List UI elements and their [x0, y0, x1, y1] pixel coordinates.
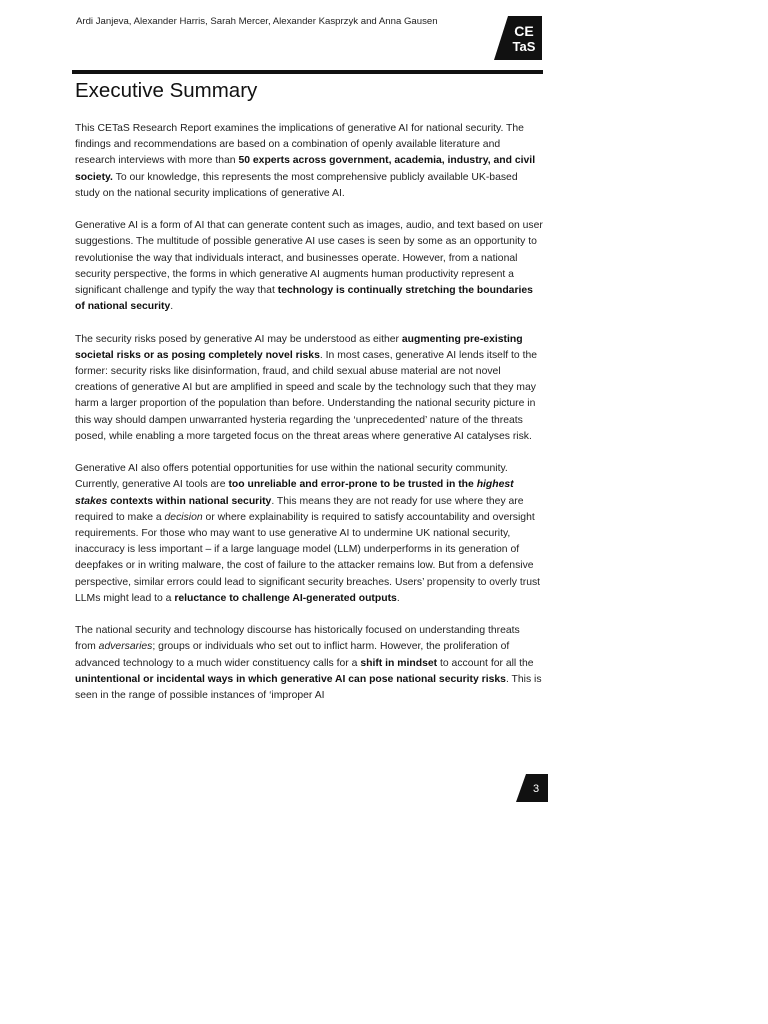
- cetas-logo: [494, 16, 542, 60]
- text-run: .: [396, 592, 400, 604]
- page-number: 3: [532, 783, 540, 795]
- text-run: . This is seen in the range of possible instances of ‘improper AI: [75, 673, 542, 702]
- paragraph-5: [75, 623, 543, 704]
- text-run: or where explainability is required to satisfy accountability and oversight requirements. For those who may want to use generative AI to undermine UK national security, inaccuracy is less important – if a large language model (LLM) underperforms in its generation of deepfakes or in writing malware, the cost of failure to the attacker remains low. But from a defensive perspective, similar errors could lead to significant security breaches. Users’ propensity to overly trust LLMs might lead to a: [75, 511, 541, 604]
- text-run: Generative AI also offers potential opportunities for use within the national security community. Currently, generative AI tools are: [75, 463, 508, 491]
- text-run: To our knowledge, this represents the most comprehensive publicly available UK-based study on the national security implications of generative AI.: [75, 171, 518, 199]
- text-run: to account for all the: [437, 657, 534, 669]
- logo-text-top: CE: [514, 23, 534, 39]
- italic-text: decision: [164, 511, 203, 523]
- bold-text: 50 experts across government, academia, industry, and civil society.: [75, 155, 536, 183]
- paragraph-3: [75, 332, 543, 445]
- document-body: [75, 121, 543, 720]
- text-run: . In most cases, generative AI lends itself to the former: security risks like disinformation, fraud, and child sexual abuse material are not novel creations of generative AI but are amplified in speed and scale by the technology such that they may harm a larger proportion of the population than before. Understanding the national security picture in this way should dampen unwarranted hysteria regarding the ‘unprecedented’ nature of the threats posed, while enabling a more targeted focus on the threat areas where generative AI catalyses risk.: [75, 349, 538, 442]
- header-authors: Ardi Janjeva, Alexander Harris, Sarah Mercer, Alexander Kasprzyk and Anna Gausen: [76, 16, 438, 27]
- text-run: . This means they are not ready for use where they are required to make a: [75, 495, 524, 523]
- bold-text: highest stakes: [75, 479, 514, 507]
- page-number-badge: [516, 774, 548, 802]
- paragraph-4: [75, 461, 543, 607]
- text-run: This CETaS Research Report examines the implications of generative AI for national security. The findings and recommendations are based on a combination of openly available literature and research interviews with more than: [75, 123, 524, 167]
- bold-text: technology is continually stretching the boundaries of national security: [75, 285, 533, 313]
- text-run: Generative AI is a form of AI that can generate content such as images, audio, and text based on user suggestions. The multitude of possible generative AI use cases is seen by some as an opportunity to revolutionise the way that individuals interact, and businesses operate. However, from a national security perspective, the forms in which generative AI augments human productivity represent a significant challenge and typify the way that: [75, 220, 543, 297]
- bold-text: too unreliable and error-prone to be trusted in the: [228, 479, 477, 491]
- header-rule: [72, 70, 543, 74]
- bold-text: reluctance to challenge AI-generated outputs: [174, 592, 397, 604]
- bold-text: contexts within national security: [107, 495, 272, 507]
- text-run: .: [170, 301, 174, 313]
- italic-text: adversaries: [98, 641, 153, 653]
- paragraph-2: [75, 218, 543, 315]
- bold-text: unintentional or incidental ways in which generative AI can pose national security risks: [75, 673, 506, 685]
- bold-text: augmenting pre-existing societal risks or as posing completely novel risks: [75, 333, 523, 361]
- bold-text: shift in mindset: [360, 657, 438, 669]
- paragraph-1: [75, 121, 543, 202]
- text-run: ; groups or individuals who set out to inflict harm. However, the proliferation of advanced technology to a much wider constituency calls for a: [75, 641, 510, 669]
- text-run: The security risks posed by generative AI may be understood as either: [75, 333, 402, 345]
- text-run: The national security and technology discourse has historically focused on understanding threats from: [75, 625, 520, 653]
- page-title: Executive Summary: [75, 79, 258, 102]
- logo-text-bottom: TaS: [512, 39, 536, 54]
